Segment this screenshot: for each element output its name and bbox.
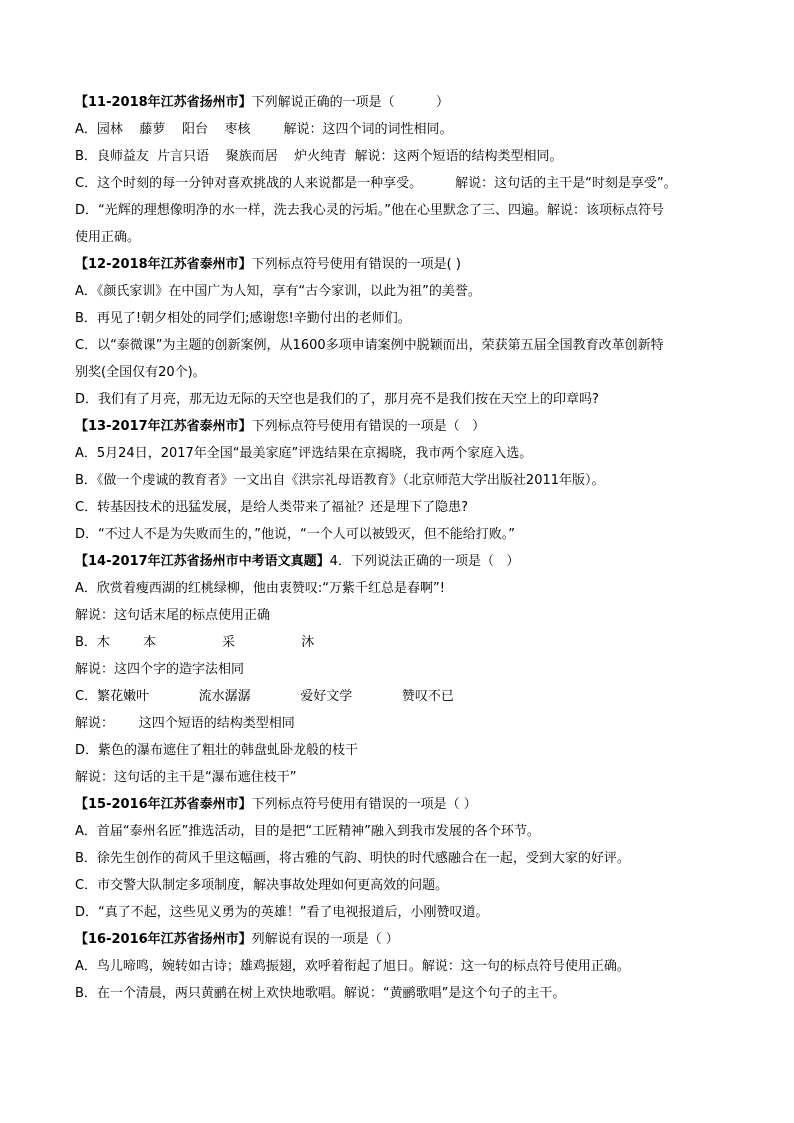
- option-c: C．这个时刻的每一分钟对喜欢挑战的人来说都是一种享受。 解说：这句话的主干是“时刻是享受”。: [75, 176, 677, 191]
- option-b: B．木 本 采 沐: [75, 635, 315, 650]
- question-stem: 4．下列说法正确的一项是（ ）: [329, 554, 520, 569]
- option-d: D．“光辉的理想像明净的水一样，洗去我心灵的污垢。”他在心里默念了三、四遍。解说：该项标点符号: [75, 203, 664, 218]
- option-d: D．“真了不起，这些见义勇为的英雄！”看了电视报道后，小刚赞叹道。: [75, 905, 489, 920]
- option-d-note: 解说：这句话的主干是“瀑布遮住枝干”: [75, 770, 297, 785]
- option-a: A．园林 藤萝 阳台 枣核 解说：这四个词的词性相同。: [75, 122, 453, 137]
- option-c-continued: 别奖(全国仅有20个)。: [75, 365, 206, 380]
- option-b: B．徐先生创作的荷风千里这幅画，将古雅的气韵、明快的时代感融合在一起，受到大家的好评。: [75, 851, 630, 866]
- question-stem: 下列标点符号使用有错误的一项是（ ）: [251, 419, 486, 434]
- question-12-header: [75, 256, 754, 274]
- question-15-header: [75, 796, 754, 814]
- option-a-note: 解说：这句话末尾的标点使用正确: [75, 608, 271, 623]
- question-16-header: [75, 931, 754, 949]
- question-stem: 列解说有误的一项是（ ）: [251, 932, 399, 947]
- option-a: A．5月24日，2017年全国“最美家庭”评选结果在京揭晓，我市两个家庭入选。: [75, 446, 533, 461]
- question-tag: 【14-2017年江苏省扬州市中考语文真题】: [75, 554, 330, 569]
- question-tag: 【15-2016年江苏省泰州市】: [75, 797, 252, 812]
- option-a: A．欣赏着瘦西湖的红桃绿柳，他由衷赞叹:“万紫千红总是春啊”!: [75, 581, 445, 596]
- question-tag: 【12-2018年江苏省泰州市】: [75, 257, 252, 272]
- option-d: D．“不过人不是为失败而生的，”他说，“一个人可以被毁灭，但不能给打败。”: [75, 527, 515, 542]
- option-b: B．再见了!朝夕相处的同学们;感谢您!辛勤付出的老师们。: [75, 311, 411, 326]
- question-tag: 【16-2016年江苏省扬州市】: [75, 932, 252, 947]
- option-d: D．紫色的瀑布遮住了粗壮的韩盘虬卧龙般的枝干: [75, 743, 359, 758]
- option-b: B．在一个清晨，两只黄鹂在树上欢快地歌唱。解说：“黄鹂歌唱”是这个句子的主干。: [75, 986, 566, 1001]
- question-13-header: [75, 418, 754, 436]
- option-b-note: 解说：这四个字的造字法相同: [75, 662, 245, 677]
- option-b: B．良师益友 片言只语 聚族而居 炉火纯青 解说：这两个短语的结构类型相同。: [75, 149, 563, 164]
- option-a: A．鸟儿啼鸣，婉转如古诗；雄鸡振翅，欢呼着衔起了旭日。解说：这一句的标点符号使用正确。: [75, 959, 630, 974]
- option-c: C．繁花嫩叶 流水潺潺 爱好文学 赞叹不已: [75, 689, 454, 704]
- option-a: A．《颜氏家训》在中国广为人知，享有“古今家训，以此为祖”的美誉。: [75, 284, 481, 299]
- option-c-note: 解说： 这四个短语的结构类型相同: [75, 716, 295, 731]
- option-d-continued: 使用正确。: [75, 230, 141, 245]
- question-tag: 【13-2017年江苏省泰州市】: [75, 419, 252, 434]
- question-tag: 【11-2018年江苏省扬州市】: [75, 95, 252, 110]
- question-stem: 下列标点符号使用有错误的一项是（ ）: [251, 797, 477, 812]
- option-c: C．市交警大队制定多项制度，解决事故处理如何更高效的问题。: [75, 878, 449, 893]
- question-14-header: [75, 553, 754, 571]
- option-c: C．转基因技术的迅猛发展，是给人类带来了福祉？还是埋下了隐患?: [75, 500, 468, 515]
- question-stem: 下列标点符号使用有错误的一项是( ): [251, 257, 461, 272]
- option-d: D．我们有了月亮，那无边无际的天空也是我们的了，那月亮不是我们按在天空上的印章吗?: [75, 392, 599, 407]
- option-a: A．首届“泰州名匠”推选活动，目的是把“工匠精神”融入到我市发展的各个环节。: [75, 824, 540, 839]
- option-c: C．以“泰微课”为主题的创新案例，从1600多项申请案例中脱颖而出，荣获第五届全国教育改革创新特: [75, 338, 664, 353]
- question-11-header: [75, 94, 754, 112]
- option-b: B．《做一个虔诚的教育者》一文出自《洪宗礼母语教育》（北京师范大学出版社2011年版）。: [75, 473, 605, 488]
- question-stem: 下列解说正确的一项是（ ）: [251, 95, 449, 110]
